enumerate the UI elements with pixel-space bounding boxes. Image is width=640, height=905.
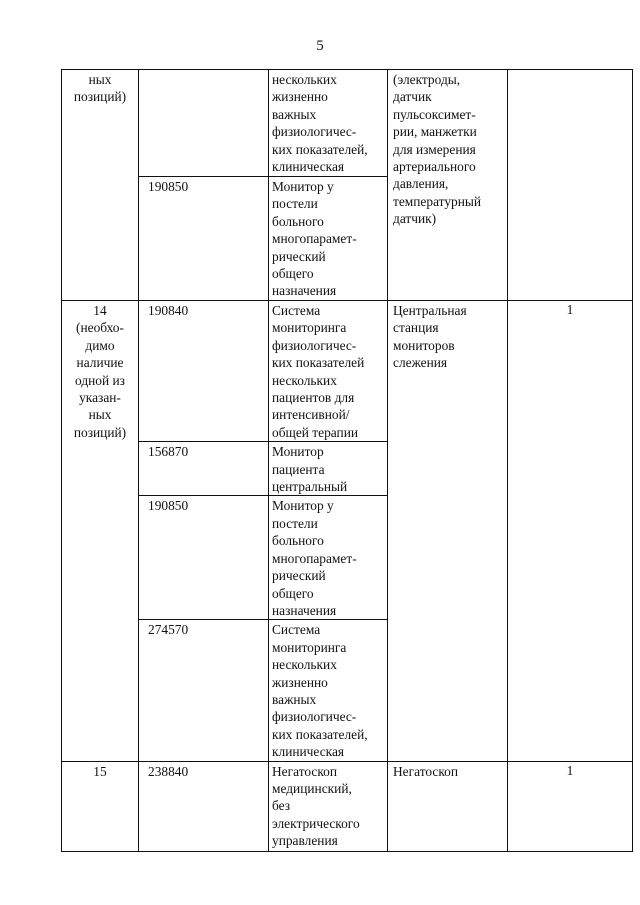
name-text: Система мониторинга нескольких жизненно важных физиологичес- ких показателей, клиническая [272, 622, 368, 760]
code-text [139, 70, 268, 71]
table-row [62, 761, 633, 851]
code-cell [139, 496, 269, 620]
position-text: 14 (необхо- димо наличие одной из указан- ных позиций) [73, 303, 127, 440]
requirement-text: Центральная станция мониторов слежения [393, 303, 467, 371]
name-text: Монитор пациента центральный [272, 444, 348, 495]
position-cell [62, 301, 139, 762]
requirement-text: Негатоскоп [393, 763, 459, 779]
code-cell [139, 301, 269, 442]
name-cell [269, 301, 388, 442]
name-cell [269, 496, 388, 620]
code-cell [139, 761, 269, 851]
code-text: 274570 [148, 622, 189, 638]
equipment-table [61, 69, 633, 852]
code-cell [139, 70, 269, 177]
quantity-text: 1 [566, 302, 574, 317]
quantity-cell [508, 70, 633, 301]
page-number: 5 [316, 38, 324, 54]
position-text: ных позиций) [73, 72, 127, 105]
code-text: 190850 [148, 179, 189, 194]
requirement-cell [388, 761, 508, 851]
quantity-cell [508, 761, 633, 851]
name-cell [269, 620, 388, 761]
requirement-text: (электроды, датчик пульсоксимет- рии, манжетки для измерения артериального давления, температурный датчик) [393, 72, 482, 227]
code-text: 190850 [148, 498, 189, 514]
position-cell [62, 761, 139, 851]
name-cell [269, 442, 388, 496]
requirement-cell [388, 301, 508, 762]
name-text: Система мониторинга физиологичес- ких показателей нескольких пациентов для интенсивной/ общей терапии [272, 303, 365, 440]
name-cell [269, 177, 388, 301]
name-text: Монитор у постели больного многопарамет- рический общего назначения [272, 179, 357, 299]
quantity-cell [508, 301, 633, 762]
code-cell [139, 177, 269, 301]
requirement-cell [388, 70, 508, 301]
name-text: Негатоскоп медицинский, без электрического управления [272, 763, 360, 849]
code-cell [139, 442, 269, 496]
name-text: нескольких жизненно важных физиологичес- ких показателей, клиническая [272, 72, 368, 175]
name-cell [269, 761, 388, 851]
code-cell [139, 620, 269, 761]
name-text: Монитор у постели больного многопарамет- рический общего назначения [272, 498, 357, 618]
position-cell [62, 70, 139, 301]
position-text: 15 [93, 763, 107, 779]
code-text: 238840 [148, 763, 189, 779]
quantity-text: 1 [566, 762, 574, 778]
table-row [62, 70, 633, 177]
code-text: 156870 [148, 444, 189, 460]
name-cell [269, 70, 388, 177]
code-text: 190840 [148, 303, 189, 318]
table-row [62, 301, 633, 442]
